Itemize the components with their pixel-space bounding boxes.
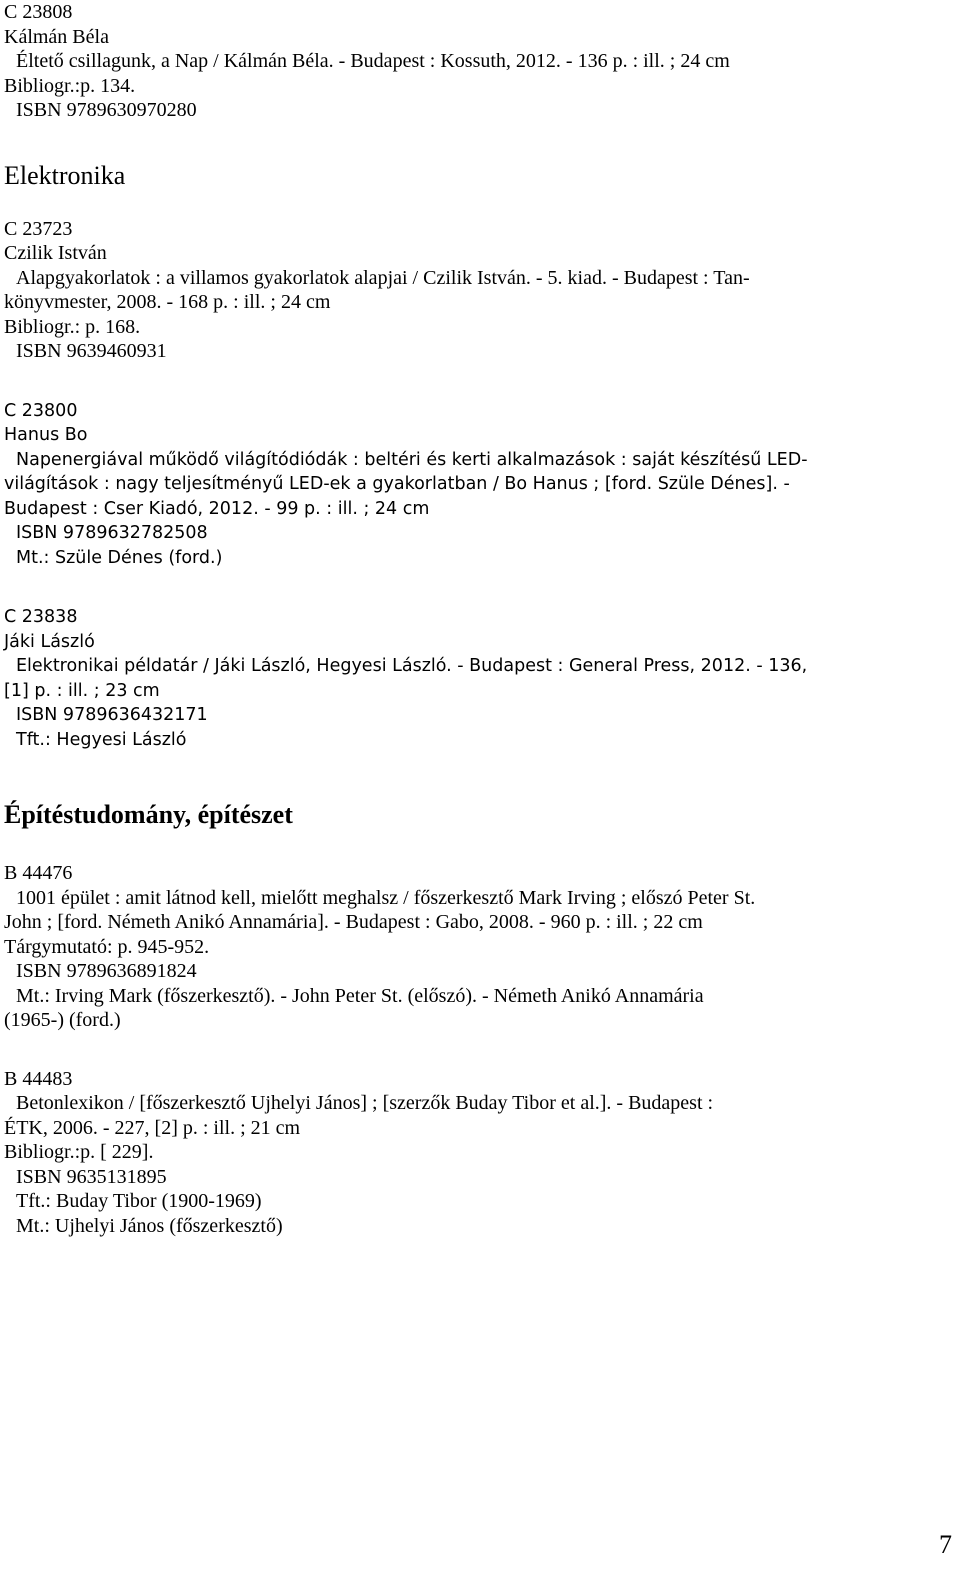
catalog-page bbox=[4, 0, 950, 1238]
entry-added-entry: Tft.: Hegyesi László bbox=[16, 729, 187, 750]
entry-author: Jáki László bbox=[4, 631, 95, 652]
catalog-entry bbox=[4, 861, 950, 1033]
catalog-entry bbox=[4, 605, 950, 752]
catalog-entry bbox=[4, 399, 950, 571]
entry-title-line: John ; [ford. Németh Anikó Annamária]. - Budapest : Gabo, 2008. - 960 p. : ill. ; 22 cm bbox=[4, 911, 703, 933]
entry-title-line: [1] p. : ill. ; 23 cm bbox=[4, 680, 160, 701]
entry-isbn: ISBN 9789632782508 bbox=[16, 523, 208, 543]
entry-author: Czilik István bbox=[4, 242, 107, 264]
catalog-entry bbox=[4, 1067, 950, 1239]
section-heading: Építéstudomány, építészet bbox=[4, 800, 293, 829]
catalog-entry bbox=[4, 217, 950, 364]
entry-author: Hanus Bo bbox=[4, 425, 88, 445]
catalog-entry bbox=[4, 0, 950, 123]
entry-isbn: ISBN 9789636432171 bbox=[16, 705, 208, 725]
entry-title-line: Betonlexikon / [főszerkesztő Ujhelyi János] ; [szerzők Buday Tibor et al.]. - Budapest : bbox=[16, 1092, 714, 1114]
entry-call-number: B 44483 bbox=[4, 1067, 73, 1090]
entry-added-entry: Tft.: Buday Tibor (1900-1969) bbox=[16, 1190, 262, 1212]
entry-added-entry: Mt.: Ujhelyi János (főszerkesztő) bbox=[16, 1214, 283, 1237]
entry-isbn: ISBN 9789636891824 bbox=[16, 960, 197, 982]
entry-bibliography: Bibliogr.:p. 134. bbox=[4, 74, 136, 97]
entry-bibliography: Bibliogr.:p. [ 229]. bbox=[4, 1141, 154, 1163]
entry-title-line: világítások : nagy teljesítményű LED-ek a gyakorlatban / Bo Hanus ; [ford. Szüle Dénes]. - bbox=[4, 474, 790, 494]
entry-isbn: ISBN 9639460931 bbox=[16, 340, 167, 362]
entry-title-line: Budapest : Cser Kiadó, 2012. - 99 p. : ill. ; 24 cm bbox=[4, 498, 430, 519]
entry-call-number: C 23838 bbox=[4, 607, 78, 627]
entry-title-line: Napenergiával működő világítódiódák : beltéri és kerti alkalmazások : saját készítésű LED- bbox=[16, 449, 808, 470]
entry-isbn: ISBN 9635131895 bbox=[16, 1165, 167, 1188]
page-number: 7 bbox=[939, 1530, 952, 1559]
entry-call-number: C 23800 bbox=[4, 400, 78, 421]
entry-bibliography: Bibliogr.: p. 168. bbox=[4, 315, 141, 338]
entry-title-line: Elektronikai példatár / Jáki László, Hegyesi László. - Budapest : General Press, 2012. - 136, bbox=[16, 656, 808, 676]
section-heading: Elektronika bbox=[4, 160, 126, 190]
entry-isbn: ISBN 9789630970280 bbox=[16, 99, 197, 121]
entry-added-entry: Mt.: Irving Mark (főszerkesztő). - John Peter St. (előszó). - Németh Anikó Annamária bbox=[16, 984, 704, 1007]
entry-call-number: B 44476 bbox=[4, 862, 73, 884]
entry-call-number: C 23808 bbox=[4, 1, 73, 23]
entry-added-entry: Mt.: Szüle Dénes (ford.) bbox=[16, 547, 223, 568]
entry-index-note: Tárgymutató: p. 945-952. bbox=[4, 935, 210, 958]
entry-title-line: könyvmester, 2008. - 168 p. : ill. ; 24 cm bbox=[4, 291, 331, 313]
entry-title-line: 1001 épület : amit látnod kell, mielőtt meghalsz / főszerkesztő Mark Irving ; előszó Peter St. bbox=[16, 886, 756, 909]
entry-title-line: Alapgyakorlatok : a villamos gyakorlatok alapjai / Czilik István. - 5. kiad. - Budapest : Tan- bbox=[16, 266, 750, 289]
entry-added-entry: (1965-) (ford.) bbox=[4, 1009, 121, 1031]
entry-title-line: Éltető csillagunk, a Nap / Kálmán Béla. - Budapest : Kossuth, 2012. - 136 p. : ill. ; 24 cm bbox=[16, 50, 730, 72]
entry-author: Kálmán Béla bbox=[4, 25, 109, 48]
entry-call-number: C 23723 bbox=[4, 217, 73, 240]
entry-title-line: ÉTK, 2006. - 227, [2] p. : ill. ; 21 cm bbox=[4, 1116, 301, 1139]
